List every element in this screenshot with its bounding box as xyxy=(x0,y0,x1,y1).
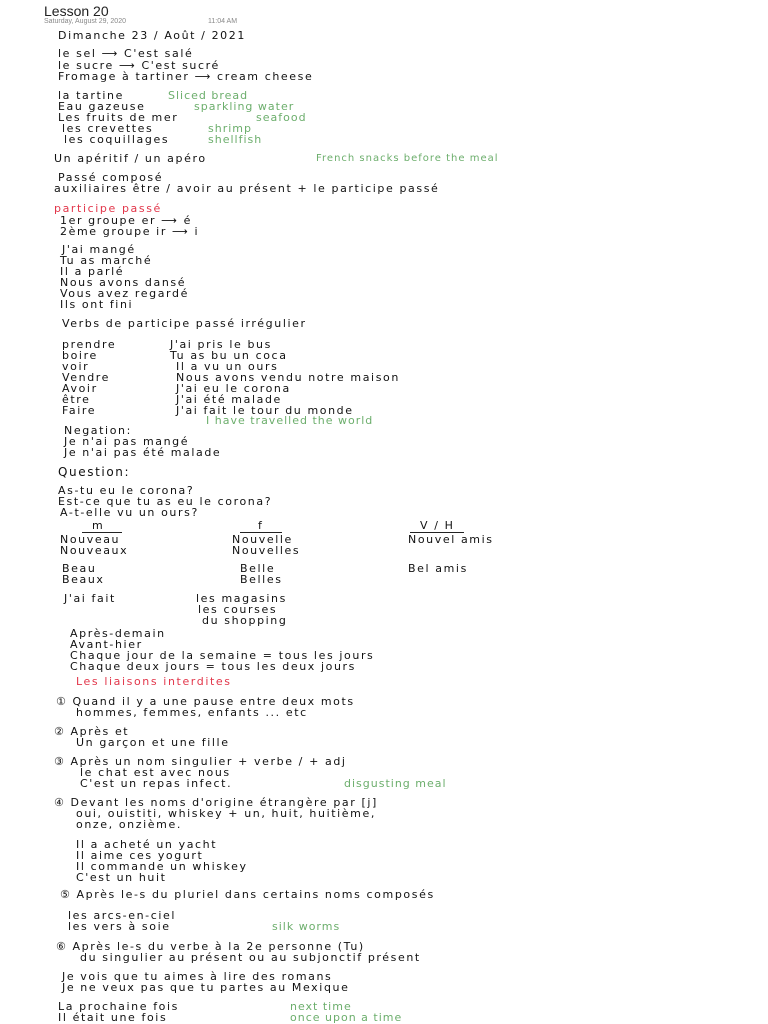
translation: next time xyxy=(290,1000,352,1013)
verb-infinitive: voir xyxy=(62,360,90,373)
note-line: les crevettes xyxy=(62,122,154,135)
note-line: Je n'ai pas été malade xyxy=(64,446,222,459)
rule-line: Il commande un whiskey xyxy=(76,860,248,873)
note-line: auxiliaires être / avoir au présent + le participe passé xyxy=(54,182,440,195)
section-heading: participe passé xyxy=(54,202,162,215)
verb-infinitive: Avoir xyxy=(62,382,98,395)
note-line: les magasins xyxy=(196,592,287,605)
translation: French snacks before the meal xyxy=(316,153,499,164)
conjugation-line: Tu as marché xyxy=(60,254,153,267)
rule-line: Je vois que tu aimes à lire des romans xyxy=(62,970,333,983)
column-header: f xyxy=(258,519,264,532)
adjective-form: Bel amis xyxy=(408,562,468,575)
verb-example: Nous avons vendu notre maison xyxy=(176,371,400,384)
note-line: Fromage à tartiner ⟶ cream cheese xyxy=(58,70,314,83)
note-date: Dimanche 23 / Août / 2021 xyxy=(58,29,246,42)
verb-infinitive: boire xyxy=(62,349,98,362)
rule-line: Il a acheté un yacht xyxy=(76,838,218,851)
rule-line: ⑤ Après le-s du pluriel dans certains noms composés xyxy=(60,888,435,901)
translation: I have travelled the world xyxy=(206,414,374,427)
rule-line: Il aime ces yogurt xyxy=(76,849,204,862)
page-time: 11:04 AM xyxy=(208,18,238,25)
translation: shellfish xyxy=(208,133,263,146)
rule-line: ① Quand il y a une pause entre deux mots xyxy=(56,695,355,708)
note-line: du shopping xyxy=(202,614,288,627)
rule-line: Un garçon et une fille xyxy=(76,736,230,749)
verb-infinitive: être xyxy=(62,393,91,406)
adjective-form: Beaux xyxy=(62,573,105,586)
note-heading: Question: xyxy=(58,465,131,479)
note-line: 1er groupe er ⟶ é xyxy=(60,214,193,227)
note-heading: Verbs de participe passé irrégulier xyxy=(62,317,307,330)
rule-line: ④ Devant les noms d'origine étrangère par [j] xyxy=(54,796,378,809)
adjective-form: Belles xyxy=(240,573,283,586)
rule-line: ③ Après un nom singulier + verbe / + adj xyxy=(54,755,347,768)
note-line: les coquillages xyxy=(64,133,170,146)
rule-line: Je ne veux pas que tu partes au Mexique xyxy=(62,981,350,994)
rule-line: ⑥ Après le-s du verbe à la 2e personne (Tu) xyxy=(56,940,365,953)
note-line: Il était une fois xyxy=(58,1011,168,1024)
verb-example: J'ai fait le tour du monde xyxy=(176,404,354,417)
verb-infinitive: prendre xyxy=(62,338,117,351)
adjective-form: Nouvel amis xyxy=(408,533,494,546)
rule-line: du singulier au présent ou au subjonctif présent xyxy=(80,951,421,964)
note-line: Chaque deux jours = tous les deux jours xyxy=(70,660,356,673)
rule-line: les arcs-en-ciel xyxy=(68,909,177,922)
rule-line: le chat est avec nous xyxy=(80,766,231,779)
verb-infinitive: Faire xyxy=(62,404,97,417)
note-line: La prochaine fois xyxy=(58,1000,180,1013)
translation: shrimp xyxy=(208,122,252,135)
rule-line: hommes, femmes, enfants ... etc xyxy=(76,706,308,719)
adjective-form: Nouveaux xyxy=(60,544,129,557)
conjugation-line: J'ai mangé xyxy=(62,243,136,256)
note-heading: Negation: xyxy=(64,424,132,437)
verb-example: J'ai pris le bus xyxy=(170,338,272,351)
page-title: Lesson 20 xyxy=(44,3,109,19)
note-line: le sel ⟶ C'est salé xyxy=(58,47,194,60)
translation: Sliced bread xyxy=(168,89,249,102)
conjugation-line: Nous avons dansé xyxy=(60,276,187,289)
note-line: J'ai fait xyxy=(64,592,116,605)
note-line: Est-ce que tu as eu le corona? xyxy=(58,495,273,508)
note-line: Les fruits de mer xyxy=(58,111,179,124)
translation: seafood xyxy=(256,111,307,124)
rule-line: les vers à soie xyxy=(68,920,171,933)
conjugation-line: Ils ont fini xyxy=(60,298,134,311)
adjective-form: Belle xyxy=(240,562,276,575)
column-header: V / H xyxy=(420,519,455,532)
rule-line: oui, ouistiti, whiskey + un, huit, huitième, xyxy=(76,807,376,820)
rule-line: onze, onzième. xyxy=(76,818,182,831)
translation: sparkling water xyxy=(194,100,295,113)
note-line: Après-demain xyxy=(70,627,166,640)
note-line: Avant-hier xyxy=(70,638,143,651)
adjective-form: Nouvelle xyxy=(232,533,293,546)
note-line: Je n'ai pas mangé xyxy=(64,435,190,448)
adjective-form: Nouvelles xyxy=(232,544,301,557)
verb-example: J'ai été malade xyxy=(176,393,282,406)
adjective-form: Beau xyxy=(62,562,97,575)
rule-line: ② Après et xyxy=(54,725,130,738)
note-line: Eau gazeuse xyxy=(58,100,146,113)
note-line: le sucre ⟶ C'est sucré xyxy=(58,59,220,72)
verb-infinitive: Vendre xyxy=(62,371,111,384)
translation: silk worms xyxy=(272,920,341,933)
note-line: 2ème groupe ir ⟶ i xyxy=(60,225,200,238)
conjugation-line: Il a parlé xyxy=(60,265,125,278)
verb-example: Tu as bu un coca xyxy=(170,349,288,362)
section-heading: Les liaisons interdites xyxy=(76,675,232,688)
note-line: A-t-elle vu un ours? xyxy=(60,506,199,519)
column-header: m xyxy=(92,519,105,532)
page-date: Saturday, August 29, 2020 xyxy=(44,18,126,25)
verb-example: J'ai eu le corona xyxy=(176,382,291,395)
note-line: Chaque jour de la semaine = tous les jours xyxy=(70,649,375,662)
translation: disgusting meal xyxy=(344,777,447,790)
translation: once upon a time xyxy=(290,1011,403,1024)
note-line: les courses xyxy=(198,603,278,616)
note-line: Un apéritif / un apéro xyxy=(54,152,207,165)
note-line: As-tu eu le corona? xyxy=(58,484,195,497)
conjugation-line: Vous avez regardé xyxy=(60,287,189,300)
note-heading: Passé composé xyxy=(58,171,164,184)
adjective-form: Nouveau xyxy=(60,533,121,546)
note-line: la tartine xyxy=(58,89,124,102)
rule-line: C'est un repas infect. xyxy=(80,777,233,790)
rule-line: C'est un huit xyxy=(76,871,167,884)
verb-example: Il a vu un ours xyxy=(176,360,279,373)
